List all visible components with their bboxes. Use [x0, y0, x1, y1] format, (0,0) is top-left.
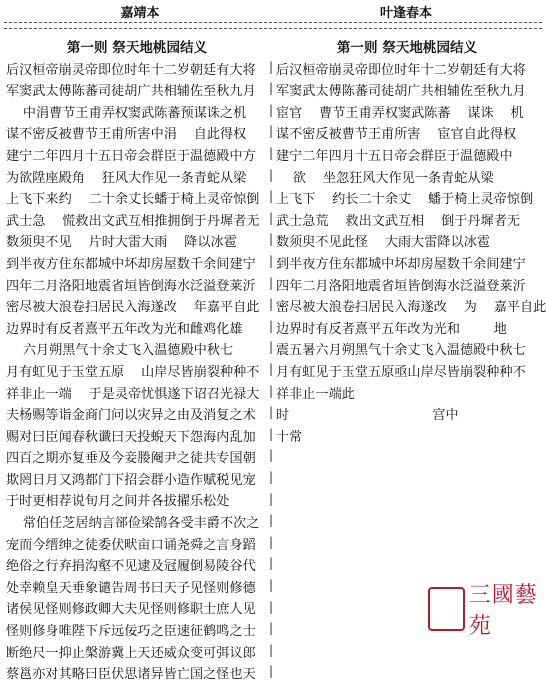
left-text-line: 宠而今缙绅之徒委伏畎亩口诵尧舜之言身蹈 [6, 537, 256, 553]
column-separator: | [268, 578, 274, 592]
column-separator: | [268, 405, 274, 420]
left-text-line: 谋不密反被曹节王甫所害中涓 自此得权 [6, 127, 247, 143]
left-text-line: 处幸赖皇天垂象谴告周书曰天子见怪则修德 [6, 580, 256, 596]
right-text-line: 宦官 曹节王甫弄权窦武陈蕃 谋诛 机 [276, 105, 524, 121]
left-text-line: 断绝尺一抑止槃游冀上天还威众变可弭议郎 [6, 645, 256, 661]
left-text-line: 建宁二年四月十五日帝会群臣于温德殿中方 [6, 148, 256, 164]
logo-seal-icon [428, 587, 465, 631]
left-text-line: 六月朔黑气十余丈飞入温德殿中秋七 [6, 343, 234, 359]
right-text-line: 上飞下 约长二十余丈 蟠于椅上灵帝惊倒 [276, 192, 534, 208]
column-separator: | [268, 491, 274, 506]
column-separator: | [268, 102, 274, 117]
column-separator: | [268, 189, 274, 204]
left-lines [6, 60, 268, 686]
right-text-line: 时 宫中 [276, 408, 459, 424]
column-separator: | [268, 599, 274, 614]
column-separator: | [268, 426, 274, 441]
column-separator: | [268, 167, 274, 182]
column-separator: | [268, 124, 274, 139]
right-text-line: 到半夜方住东都城中坏却房屋数千余间建宁 [276, 256, 526, 272]
right-text-line: 建宁二年四月十五日帝会群臣于温德殿中 [276, 148, 513, 164]
column-separator: | [268, 556, 274, 571]
right-text-line: 边界时有反者熹平五年改为光和 地 [276, 321, 507, 337]
right-text-line: 四年二月洛阳地震省垣皆倒海水泛溢登莱沂 [276, 278, 526, 294]
left-text-line: 诸侯见怪则修政卿大夫见怪则修职士庶人见 [6, 602, 256, 618]
logo-text: 三國藝苑 [468, 583, 538, 639]
column-separator: | [268, 254, 274, 268]
column-separator: | [268, 362, 274, 376]
column-separator: | [268, 642, 274, 657]
site-logo [428, 582, 544, 639]
column-separator: | [268, 448, 274, 463]
left-text-line: 怪则修身唯陛下斥远佞巧之臣速征鹤鸣之士 [6, 624, 256, 640]
right-text-line: 震五暑六月朔黑气十余丈飞入温德殿中秋七 [276, 343, 526, 359]
left-text-line: 后汉桓帝崩灵帝即位时年十二岁朝廷有大将 [6, 62, 256, 78]
column-separator: | [268, 297, 274, 312]
right-lines [276, 60, 546, 449]
column-separator: | [268, 210, 274, 225]
left-text-line: 武士急 慌救出文武互相推拥倒于丹墀者无 [6, 213, 260, 229]
column-separator: | [268, 383, 274, 398]
column-separator: | [268, 470, 274, 484]
left-text-line: 边界时有反者熹平五年改为光和雌鸡化雄 [6, 321, 243, 337]
left-text-line: 于时更相荐说旬月之间并各拔擢乐松处 [6, 494, 230, 510]
left-text-line: 四年二月洛阳地震省垣皆倒海水泛溢登莱沂 [6, 278, 256, 294]
right-text-line: 后汉桓帝崩灵帝即位时年十二岁朝廷有大将 [276, 62, 526, 78]
left-text-line: 军窦武太傅陈蕃司徒胡广共相辅佐至秋九月 [6, 84, 256, 100]
right-text-line: 月有虹见于玉堂五原亟山岸尽皆崩裂种种不 [276, 364, 526, 380]
column-separator: | [268, 664, 274, 679]
column-separator: | [268, 275, 274, 290]
left-chapter-title: 第一则 祭天地桃园结义 [66, 40, 208, 56]
left-text-line: 密尽被大浪卷扫居民入海遂改 年嘉平自此 [6, 300, 260, 316]
right-chapter-title: 第一则 祭天地桃园结义 [336, 40, 478, 56]
column-separator: | [268, 513, 274, 528]
left-text-line: 上飞下来约 二十余丈长蟠于椅上灵帝惊倒 [6, 192, 260, 208]
column-separator: | [268, 81, 274, 96]
column-separator: | [268, 59, 274, 74]
column-separator: | [268, 340, 274, 355]
left-text-line: 常伯任芝居纳言郤俭梁鹄各受丰爵不次之 [6, 516, 260, 532]
left-text-line: 蔡邕亦对其略曰臣伏思诸异皆亡国之怪也天 [6, 667, 256, 683]
column-separator: | [268, 534, 274, 549]
right-text-column [276, 38, 546, 448]
left-text-line: 祥非止一端 于是灵帝忧惧遂下诏召光禄大 [6, 386, 260, 402]
right-text-line: 密尽被大浪卷扫居民入海遂改 为 嘉平自此 [276, 300, 546, 316]
left-text-line: 月有虹见于玉堂五原 山岸尽皆崩裂种种不 [6, 364, 260, 380]
column-separator: | [268, 232, 274, 247]
left-text-line: 到半夜方住东都城中坏却房屋数千余间建宁 [6, 256, 256, 272]
header-divider-lower [4, 28, 542, 29]
left-text-line: 四百之期亦复垂及今妾媵阉尹之徒共专国朝 [6, 451, 256, 467]
left-text-line: 中涓曹节王甫弄权窦武陈蕃预谋诛之机 [6, 105, 247, 121]
left-text-line: 为欲陞座殿角 狂风大作见一条青蛇从梁 [6, 170, 247, 186]
left-text-column [6, 38, 268, 686]
right-text-line: 军窦武太傅陈蕃司徒胡广共相辅佐至秋九月 [276, 84, 526, 100]
header-divider [4, 22, 542, 23]
right-text-line: 十常 [276, 429, 303, 445]
column-separator: | [268, 146, 274, 160]
column-separator: | [268, 621, 274, 636]
right-text-line: 谋不密反被曹节王甫所害 宦官自此得权 [276, 127, 517, 143]
right-text-line: 祥非止一端此 [276, 386, 355, 402]
right-column-header: 叶逢春本 [379, 6, 432, 21]
left-column-header: 嘉靖本 [120, 6, 160, 21]
column-separator: | [268, 318, 274, 333]
right-text-line: 武士急荒 救出文武互相 倒于丹墀者无 [276, 213, 520, 229]
left-text-line: 夫杨赐等诣金商门问以灾异之由及消复之术 [6, 408, 256, 424]
left-text-line: 绝俗之行弃捐沟壑不见逮及冠履倒易陵谷代 [6, 559, 256, 575]
right-text-line: 数须臾不见此怪 大雨大雷降以冰雹 [276, 235, 491, 251]
left-text-line: 欺罔日月又鸿都门下招会群小造作赋税见宠 [6, 472, 256, 488]
right-text-line: 欲 坐忽狂风大作见一条青蛇从梁 [276, 170, 494, 186]
left-text-line: 数须臾不见 片时大雷大雨 降以冰雹 [6, 235, 237, 251]
left-text-line: 赐对曰臣闻春秋谶曰天投蜺天下怨海内乱加 [6, 429, 256, 445]
